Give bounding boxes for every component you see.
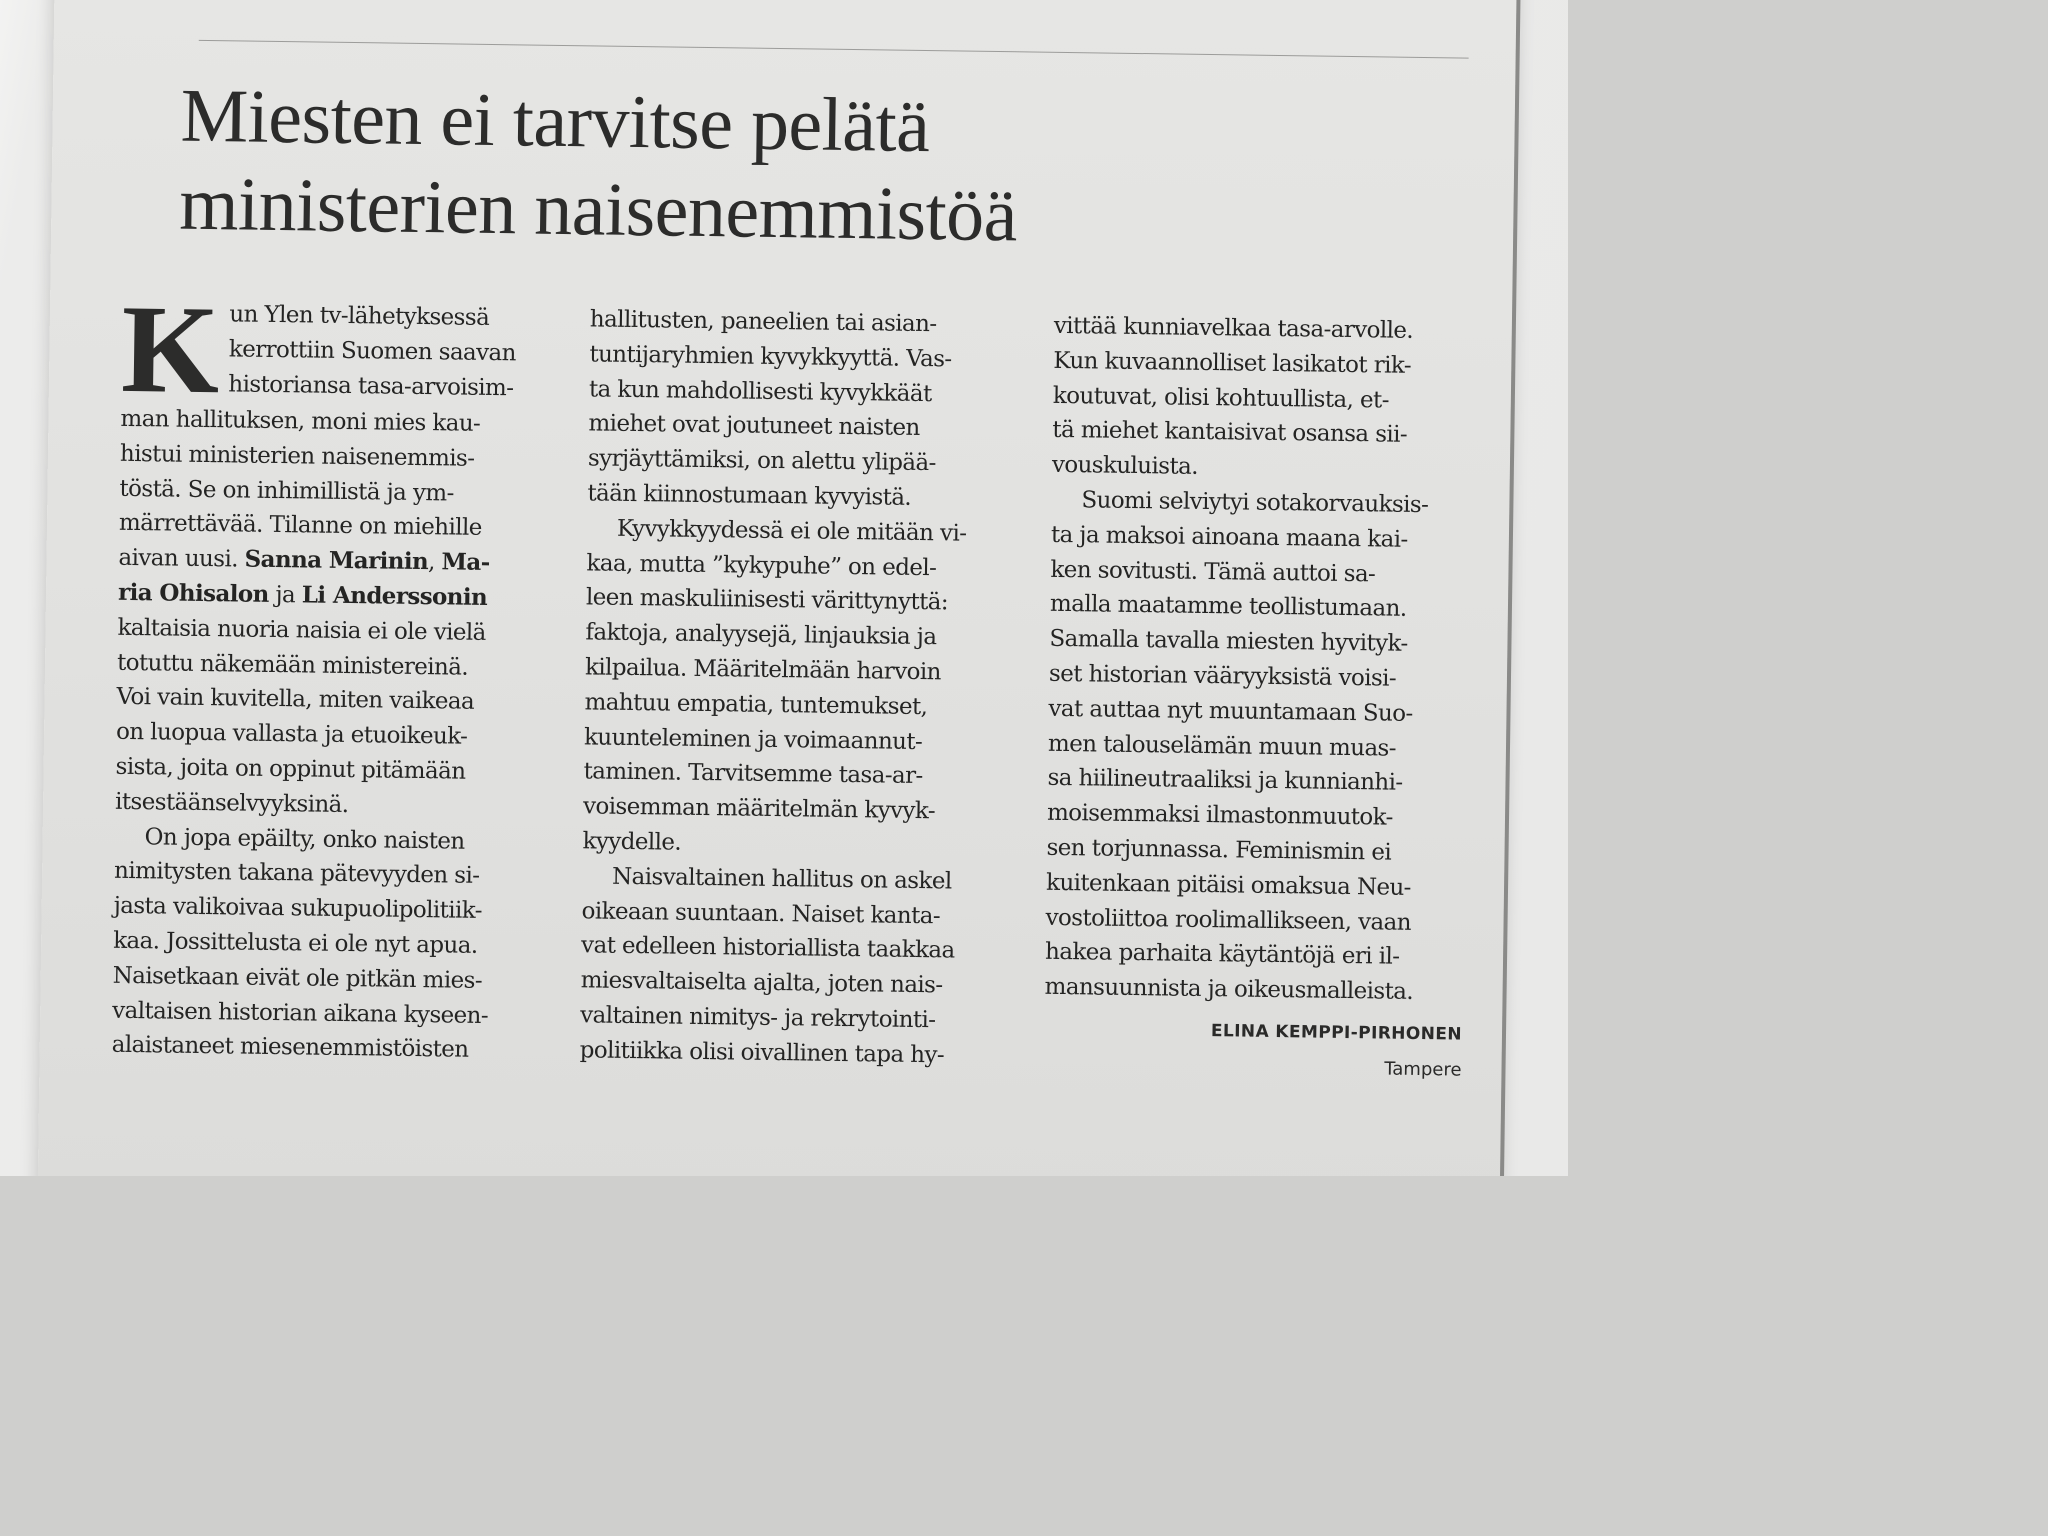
text-line: mahtuu empatia, tuntemukset,: [584, 689, 928, 720]
text-run: ja: [268, 581, 302, 609]
text-line: Kun kuvaannolliset lasikatot rik-: [1053, 347, 1412, 379]
text-line: syrjäyttämiksi, on alettu ylipää-: [587, 445, 936, 477]
text-line: tään kiinnostumaan kyvyistä.: [587, 480, 912, 511]
paragraph: [1044, 483, 1491, 1011]
text-line: töstä. Se on inhimillistä ja ym-: [119, 475, 454, 507]
text-line: on luopua vallasta ja etuoikeuk-: [115, 718, 468, 750]
text-line: vouskuluista.: [1051, 452, 1199, 481]
text-line: koutuvat, olisi kohtuullista, et-: [1052, 382, 1390, 414]
top-rule: [199, 40, 1469, 59]
text-line: tuntijaryhmien kyvykkyyttä. Vas-: [589, 341, 952, 373]
text-line: totuttu näkemään ministereinä.: [116, 649, 469, 681]
column-2: [579, 302, 1030, 1074]
text-line: tä miehet kantaisivat osansa sii-: [1052, 417, 1408, 449]
text-line: Suomi selviytyi sotakorvauksis-: [1081, 487, 1429, 519]
text-line: kaltaisia nuoria naisia ei ole vielä: [117, 614, 486, 646]
newspaper-page: [37, 0, 1516, 1176]
text-line: voisemman määritelmän kyvyk-: [582, 793, 936, 825]
text-line: moisemmaksi ilmastonmuutok-: [1046, 799, 1393, 831]
headline-line: Miesten ei tarvitse pelätä: [180, 73, 931, 169]
text-line: miesvaltaiselta ajalta, joten nais-: [580, 967, 943, 999]
text-line: historiansa tasa-arvoisim-: [228, 370, 514, 401]
text-line: [118, 576, 558, 617]
text-line: oikeaan suuntaan. Naiset kanta-: [581, 897, 941, 929]
text-line: Voi vain kuvitella, miten vaikeaa: [116, 684, 475, 716]
text-line: mansuunnista ja oikeusmalleista.: [1044, 973, 1414, 1006]
text-line: taminen. Tarvitsemme tasa-ar-: [583, 758, 923, 790]
text-line: hakea parhaita käytäntöjä eri il-: [1044, 939, 1400, 971]
text-run: ,: [427, 549, 442, 576]
text-line: malla maatamme teollistumaan.: [1049, 591, 1407, 623]
text-line: Naisetkaan eivät ole pitkän mies-: [112, 962, 483, 994]
text-line: Samalla tavalla miesten hyvityk-: [1049, 625, 1408, 657]
text-line: kuunteleminen ja voimaannut-: [583, 723, 923, 755]
text-line: set historian vääryyksistä voisi-: [1048, 660, 1397, 692]
headline-line: ministerien naisenemmistöä: [178, 161, 1018, 258]
text-line: ken sovitusti. Tämä auttoi sa-: [1050, 556, 1376, 587]
person-name: ria Ohisalon: [117, 578, 269, 608]
text-line: man hallituksen, moni mies kau-: [120, 405, 481, 437]
text-line: un Ylen tv-lähetyksessä: [229, 301, 490, 331]
text-line: sen torjunnassa. Feminismin ei: [1046, 834, 1392, 866]
text-line: ta ja maksoi ainoana maana kai-: [1050, 521, 1408, 553]
author-city: Tampere: [1384, 1058, 1462, 1081]
text-line: men talouselämän muun muas-: [1047, 730, 1397, 762]
text-line: kuitenkaan pitäisi omaksua Neu-: [1045, 869, 1412, 901]
text-line: kerrottiin Suomen saavan: [228, 336, 517, 367]
text-line: vittää kunniavelkaa tasa-arvolle.: [1053, 312, 1414, 344]
text-line: itsestäänselvyyksinä.: [114, 788, 349, 818]
text-line: alaistaneet miesenemmistöisten: [111, 1032, 469, 1064]
headline: [179, 72, 1381, 265]
text-line: vat edelleen historiallista taakkaa: [580, 932, 955, 964]
paragraph: [111, 819, 554, 1069]
text-run: aivan uusi.: [118, 544, 239, 573]
text-line: hallitusten, paneelien tai asian-: [589, 306, 937, 338]
paragraph: [582, 511, 1027, 865]
text-line: valtainen nimitys- ja rekrytointi-: [580, 1002, 936, 1034]
text-line: sista, joita on oppinut pitämään: [115, 753, 466, 785]
paragraph: [579, 859, 1022, 1074]
text-line: sa hiilineutraaliksi ja kunnianhi-: [1047, 765, 1403, 797]
text-line: vostoliittoa roolimallikseen, vaan: [1045, 904, 1412, 936]
text-line: politiikka olisi oivallinen tapa hy-: [579, 1037, 945, 1069]
person-name: Ma-: [441, 548, 490, 577]
paragraph: [114, 279, 562, 826]
person-name: Sanna Marinin: [244, 545, 429, 576]
text-line: ta kun mahdollisesti kyvykkäät: [588, 375, 932, 407]
drop-cap: K: [120, 279, 220, 421]
text-line: vat auttaa nyt muuntamaan Suo-: [1048, 695, 1413, 727]
text-line: faktoja, analyysejä, linjauksia ja: [585, 619, 937, 651]
text-line: märrettävää. Tilanne on miehille: [118, 510, 482, 542]
text-line: kilpailua. Määritelmään harvoin: [584, 654, 941, 686]
text-line: histui ministerien naisenemmis-: [119, 440, 475, 472]
text-line: On jopa epäilty, onko naisten: [144, 823, 465, 855]
text-line: jasta valikoivaa sukupuolipolitiik-: [113, 892, 483, 925]
paragraph: [1052, 309, 1494, 489]
text-line: kaa, mutta ”kykypuhe” on edel-: [586, 549, 937, 581]
text-line: valtaisen historian aikana kyseen-: [112, 997, 489, 1029]
person-name: Li Anderssonin: [301, 581, 488, 611]
text-line: kyydelle.: [582, 828, 682, 856]
text-line: leen maskuliinisesti värittynyttä:: [585, 584, 949, 616]
column-1: [111, 279, 562, 1069]
text-line: Kyvykkyydessä ei ole mitään vi-: [616, 515, 967, 547]
text-line: nimitysten takana pätevyyden si-: [113, 858, 480, 890]
column-3: [1044, 309, 1494, 1011]
author-byline: ELINA KEMPPI-PIRHONEN: [1210, 1021, 1463, 1045]
text-line: miehet ovat joutuneet naisten: [588, 410, 920, 442]
text-line: kaa. Jossittelusta ei ole nyt apua.: [112, 927, 478, 959]
text-line: Naisvaltainen hallitus on askel: [611, 863, 952, 895]
paragraph: [587, 302, 1030, 517]
